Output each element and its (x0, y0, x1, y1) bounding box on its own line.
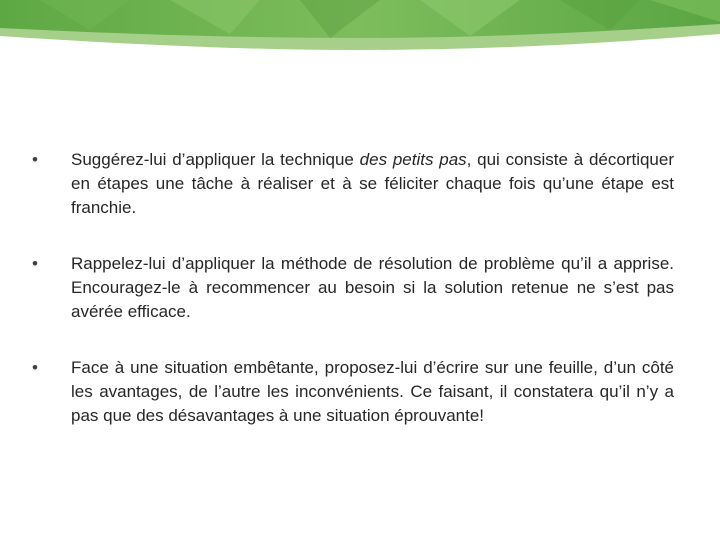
header-banner (0, 0, 720, 60)
bullet-item (28, 148, 674, 220)
bullet-text-start: Suggérez-lui d’appliquer la technique (71, 150, 360, 169)
bullet-icon: • (32, 358, 38, 377)
bullet-text: Face à une situation embêtante, proposez-lui d’écrire sur une feuille, d’un côté les avantages, de l’autre les inconvénients. Ce faisant, il constatera qu’il n’y a pas que des désavantages à une situation éprouvante! (71, 358, 674, 425)
bullet-text-end: , qui consiste à décortiquer en étapes une tâche à réaliser et à se féliciter chaque fois qu’une étape est franchie. (71, 150, 675, 217)
bullet-text: Rappelez-lui d’appliquer la méthode de résolution de problème qu’il a apprise. Encouragez-le à recommencer au besoin si la solution retenue ne s’est pas avérée efficace. (71, 254, 674, 321)
bullet-icon: • (32, 254, 38, 273)
bullet-list (28, 148, 674, 428)
bullet-text-emphasis: des petits pas (359, 150, 467, 169)
bullet-text (71, 150, 674, 217)
bullet-item (28, 252, 674, 324)
bullet-icon: • (32, 150, 38, 169)
bullet-item (28, 356, 674, 428)
